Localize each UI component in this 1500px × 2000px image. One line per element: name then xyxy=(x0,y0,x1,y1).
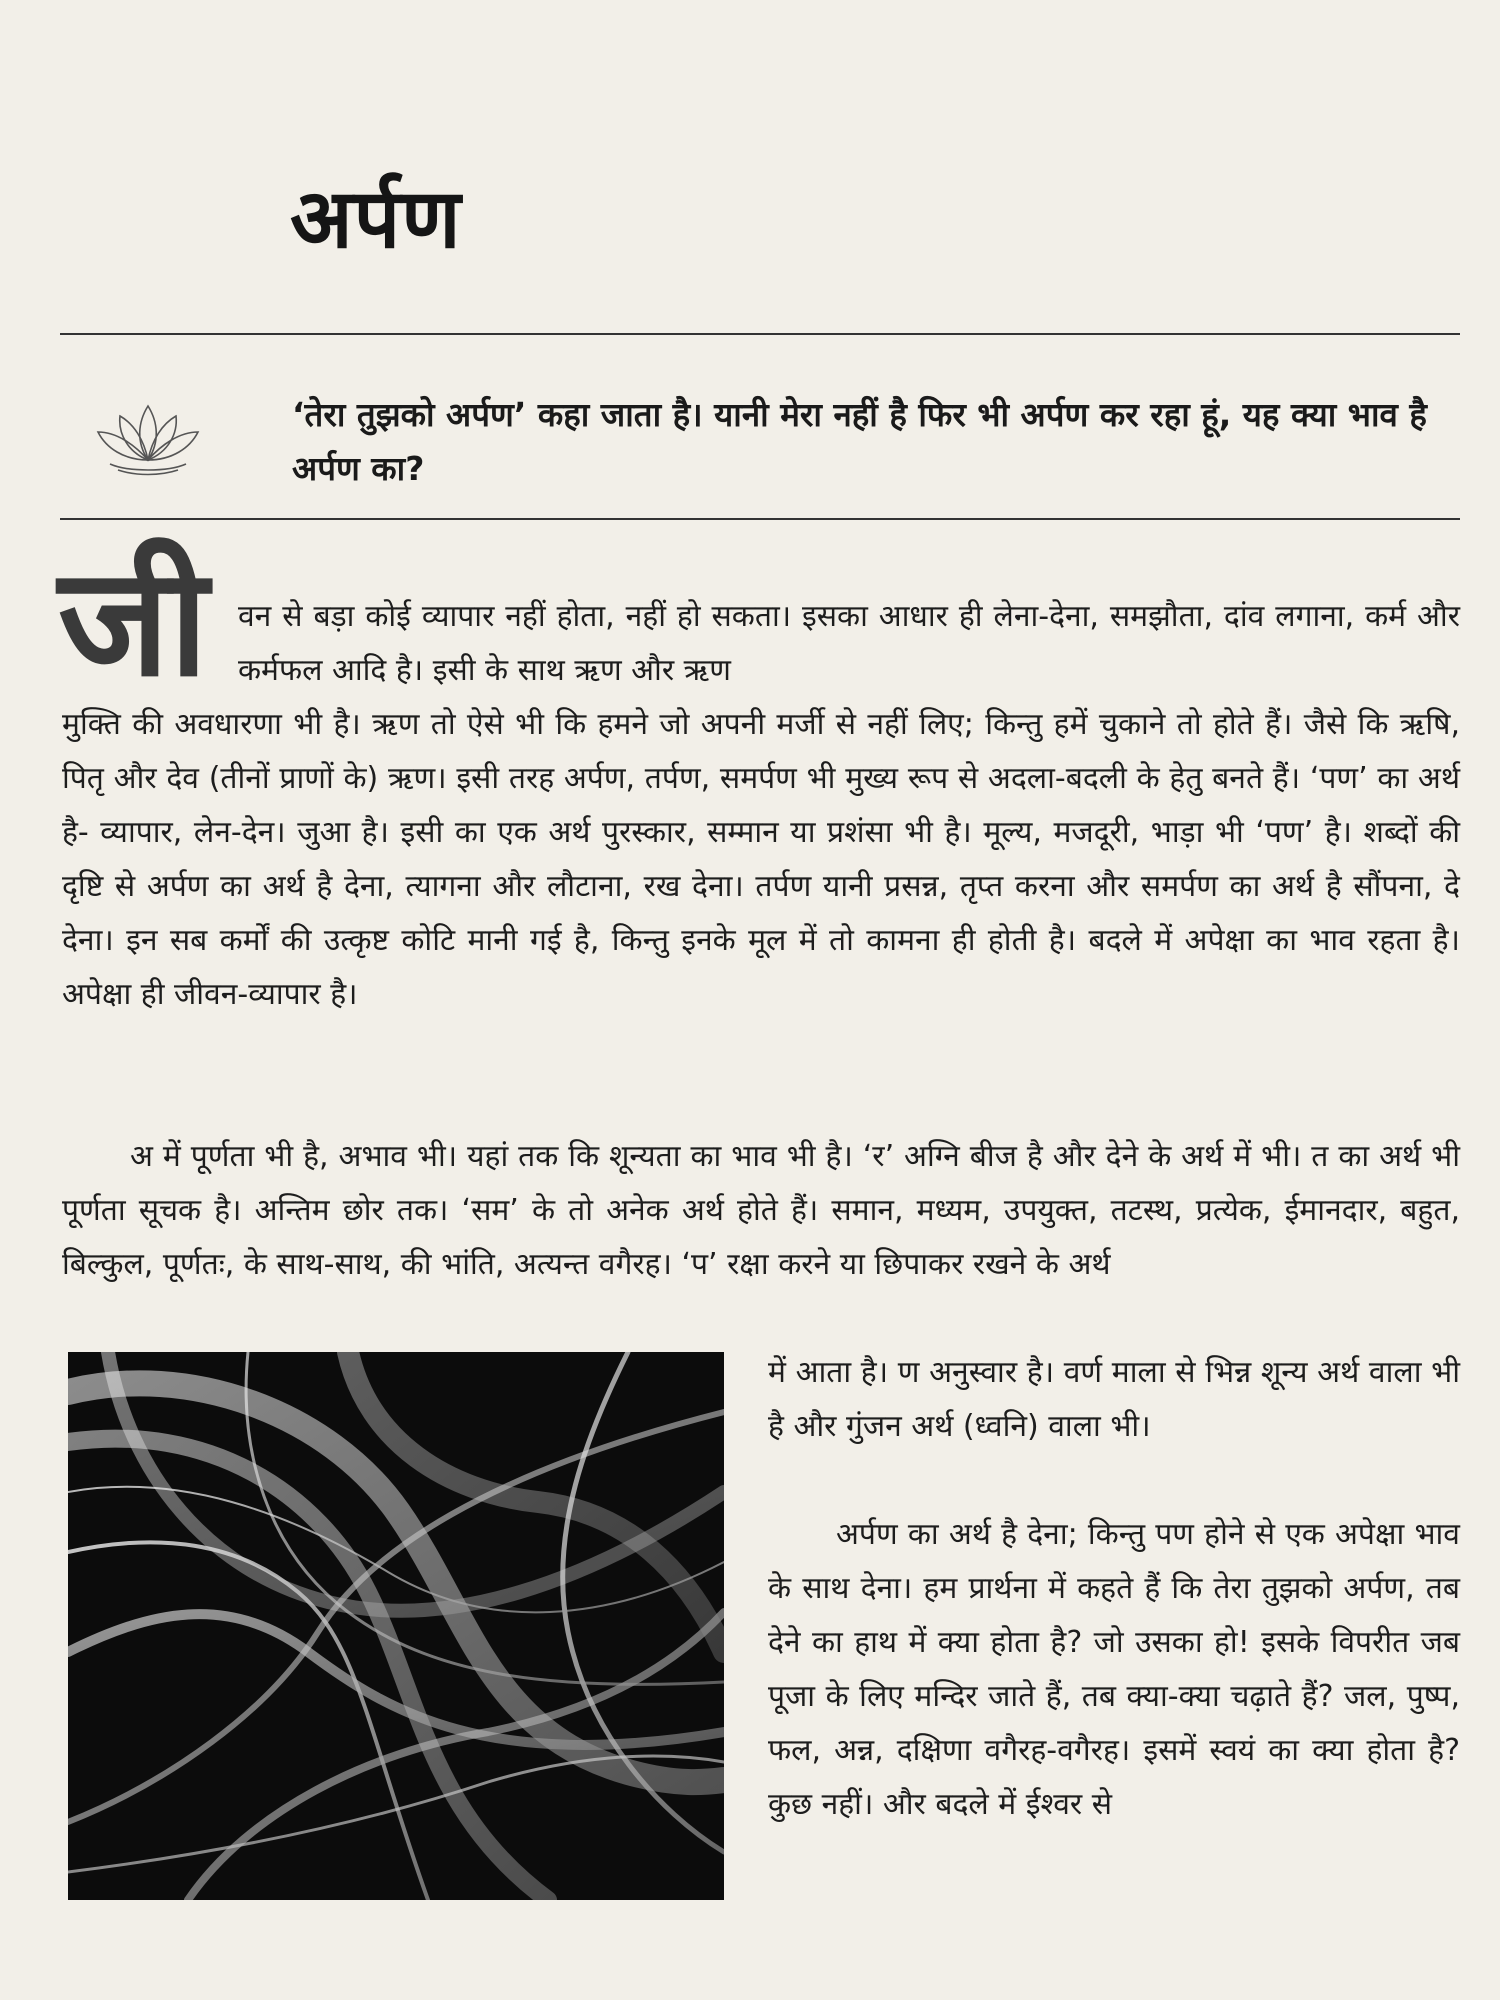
question-text: ‘तेरा तुझको अर्पण’ कहा जाता है। यानी मेरा नहीं है फिर भी अर्पण कर रहा हूं, यह क्या भाव है अर्पण का? xyxy=(292,395,1427,488)
bottom-divider xyxy=(60,518,1460,520)
column-paragraph-1: में आता है। ण अनुस्वार है। वर्ण माला से भिन्न शून्य अर्थ वाला भी है और गुंजन अर्थ (ध्वनि) वाला भी। xyxy=(768,1355,1460,1444)
abstract-swirl-image xyxy=(68,1352,724,1900)
column-paragraph-2: अर्पण का अर्थ है देना; किन्तु पण होने से एक अपेक्षा भाव के साथ देना। हम प्रार्थना में कहते हैं कि तेरा तुझको अर्पण, तब देने का हाथ में क्या होता है? जो उसका हो! इसके विपरीत जब पूजा के लिए मन्दिर जाते हैं, तब क्या-क्या चढ़ाते हैं? जल, पुष्प, फल, अन्न, दक्षिणा वगैरह-वगैरह। इसमें स्वयं का क्या होता है? कुछ नहीं। और बदले में ईश्वर से xyxy=(768,1517,1460,1822)
drop-cap: जी xyxy=(58,536,209,710)
body-paragraph-2: अ में पूर्णता भी है, अभाव भी। यहां तक कि शून्यता का भाव भी है। ‘र’ अग्नि बीज है और देने के अर्थ में भी। त का अर्थ भी पूर्णता सूचक है। अन्तिम छोर तक। ‘सम’ के तो अनेक अर्थ होते हैं। समान, मध्यम, उपयुक्त, तटस्थ, प्रत्येक, ईमानदार, बहुत, बिल्कुल, पूर्णतः, के साथ-साथ, की भांति, अत्यन्त वगैरह। ‘प’ रक्षा करने या छिपाकर रखने के अर्थ xyxy=(62,1139,1460,1282)
intro-paragraph: वन से बड़ा कोई व्यापार नहीं होता, नहीं हो सकता। इसका आधार ही लेना-देना, समझौता, दांव लगाना, कर्म और कर्मफल आदि है। इसी के साथ ऋण और ऋण xyxy=(238,599,1460,688)
top-divider xyxy=(60,333,1460,335)
page-title: अर्पण xyxy=(290,172,462,267)
lotus-icon xyxy=(88,398,208,478)
body-paragraph-1: मुक्ति की अवधारणा भी है। ऋण तो ऐसे भी कि हमने जो अपनी मर्जी से नहीं लिए; किन्तु हमें चुकाने तो होते हैं। जैसे कि ऋषि, पितृ और देव (तीनों प्राणों के) ऋण। इसी तरह अर्पण, तर्पण, समर्पण भी मुख्य रूप से अदला-बदली के हेतु बनते हैं। ‘पण’ का अर्थ है- व्यापार, लेन-देन। जुआ है। इसी का एक अर्थ पुरस्कार, सम्मान या प्रशंसा भी है। मूल्य, मजदूरी, भाड़ा भी ‘पण’ है। शब्दों की दृष्टि से अर्पण का अर्थ है देना, त्यागना और लौटाना, रख देना। तर्पण यानी प्रसन्न, तृप्त करना और समर्पण का अर्थ है सौंपना, दे देना। इन सब कर्मों की उत्कृष्ट कोटि मानी गई है, किन्तु इनके मूल में तो कामना ही होती है। बदले में अपेक्षा का भाव रहता है। अपेक्षा ही जीवन-व्यापार है। xyxy=(62,707,1460,1012)
